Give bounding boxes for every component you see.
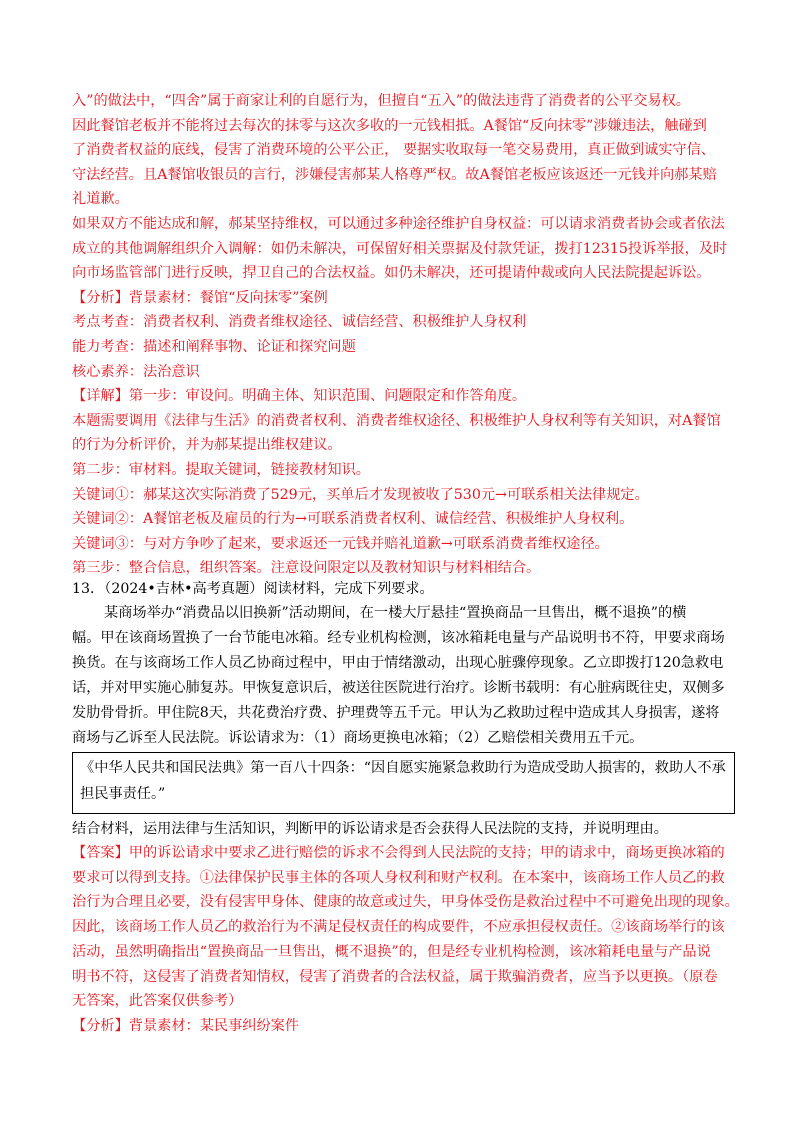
answer-line-1: 入”的做法中，“四舍”属于商家让利的自愿行为，但擅自“五入”的做法违背了消费者的公平交易权。 xyxy=(72,93,690,109)
answer-13-line-4: 因此，该商场工作人员乙的救治行为不满足侵权责任的构成要件，不应承担侵权责任。②该商场举行的该 xyxy=(72,919,725,936)
material-line-3: 换货。在与该商场工作人员乙协商过程中，甲由于情绪激动，出现心脏骤停现象。乙立即拨打120急救电 xyxy=(72,655,724,671)
material-line-2: 幅。甲在该商场置换了一台节能电冰箱。经专业机构检测，该冰箱耗电量与产品说明书不符，甲要求商场 xyxy=(72,630,725,646)
answer-line-3: 了消费者权益的底线，侵害了消费环境的公平公正， 要据实收取每一笔交易费用，真正做到诚实守信、 xyxy=(72,142,715,159)
answer-line-6: 如果双方不能达成和解，郝某坚持维权，可以通过多种途径维护自身权益：可以请求消费者协会或者依法 xyxy=(72,216,725,232)
answer-13-line-2: 要求可以得到支持。①法律保护民事主体的各项人身权利和财产权利。在本案中，该商场工作人员乙的救 xyxy=(72,869,725,886)
analysis-heading: 【分析】背景素材：餐馆“反向抹零”案例 xyxy=(72,289,328,306)
analysis-line-1: 考点考查：消费者权利、消费者维权途径、诚信经营、积极维护人身权利 xyxy=(72,314,527,331)
material-line-6: 商场与乙诉至人民法院。诉讼请求为：（1）商场更换电冰箱；（2）乙赔偿相关费用五千元。 xyxy=(72,730,644,746)
answer-13-line-7: 无答案，此答案仅供参考） xyxy=(72,993,243,1010)
quote-line-2: 担民事责任。” xyxy=(80,786,166,802)
material-line-4: 话，并对甲实施心肺复苏。甲恢复意识后，被送往医院进行治疗。诊断书载明：有心脏病既往史，双侧多 xyxy=(72,680,725,696)
keyword-3: 关键词③：与对方争吵了起来，要求返还一元钱并赔礼道歉→可联系消费者维权途径。 xyxy=(72,535,609,552)
answer-13-line-3: 治行为合理且必要，没有侵害甲身体、健康的故意或过失，甲身体受伤是救治过程中不可避免出现的现象。 xyxy=(72,894,739,911)
detail-step-3: 第三步：整合信息，组织答案。注意设问限定以及教材知识与材料相结合。 xyxy=(72,560,541,577)
analysis-13-heading: 【分析】背景素材：某民事纠纷案件 xyxy=(72,1017,300,1034)
quote-line-1: 《中华人民共和国民法典》第一百八十四条：“因自愿实施紧急救助行为造成受助人损害的，救助人不承 xyxy=(80,760,726,776)
question-13-heading: 13．（2024•吉林•高考真题）阅读材料，完成下列要求。 xyxy=(72,581,434,597)
answer-line-8: 向市场监管部门进行反映，捍卫自己的合法权益。如仍未解决，还可提请仲裁或向人民法院提起诉讼。 xyxy=(72,265,711,282)
material-line-1: 某商场举办“消费品以旧换新”活动期间，在一楼大厅悬挂“置换商品一旦售出，概不退换”的横 xyxy=(104,605,687,621)
keyword-1: 关键词①：郝某这次实际消费了529元，买单后才发现被收了530元→可联系相关法律规定。 xyxy=(72,486,649,503)
keyword-2: 关键词②：A餐馆老板及雇员的行为→可联系消费者权利、诚信经营、积极维护人身权利。 xyxy=(72,511,634,528)
answer-13-line-5: 活动，虽然明确指出“置换商品一旦售出，概不退换”的，但是经专业机构检测，该冰箱耗电量与产品说 xyxy=(72,943,711,960)
detail-heading: 【详解】第一步：审设问。明确主体、知识范围、问题限定和作答角度。 xyxy=(72,388,527,405)
answer-line-7: 成立的其他调解组织介入调解：如仍未解决，可保留好相关票据及付款凭证，拨打12315投诉举报，及时 xyxy=(72,240,728,257)
detail-line-2: 的行为分析评价，并为郝某提出维权建议。 xyxy=(72,437,342,454)
answer-line-5: 礼道歉。 xyxy=(72,191,129,208)
answer-13-line-6: 明书不符，这侵害了消费者知情权，侵害了消费者的合法权益，属于欺骗消费者，应当予以更换。（原卷 xyxy=(72,968,718,985)
answer-13-line-1: 【答案】甲的诉讼请求中要求乙进行赔偿的诉求不会得到人民法院的支持；甲的请求中，商场更换冰箱的 xyxy=(72,845,725,861)
material-line-5: 发肋骨骨折。甲住院8天，共花费治疗费、护理费等五千元。甲认为乙救助过程中造成其人身损害，遂将 xyxy=(72,705,720,721)
question-prompt: 结合材料，运用法律与生活知识，判断甲的诉讼请求是否会获得人民法院的支持，并说明理由。 xyxy=(72,821,668,837)
detail-line-3: 第二步：审材料。提取关键词，链接教材知识。 xyxy=(72,462,370,478)
answer-line-4: 守法经营。且A餐馆收银员的言行，涉嫌侵害郝某人格尊严权。故A餐馆老板应该返还一元钱并向郝某赔 xyxy=(72,166,717,183)
detail-line-1: 本题需要调用《法律与生活》的消费者权利、消费者维权途径、积极维护人身权利等有关知识，对A餐馆 xyxy=(72,412,721,429)
analysis-line-3: 核心素养：法治意识 xyxy=(72,363,200,380)
answer-line-2: 因此餐馆老板并不能将过去每次的抹零与这次多收的一元钱相抵。A餐馆“反向抹零”涉嫌违法，触碰到 xyxy=(72,117,707,134)
analysis-line-2: 能力考查：描述和阐释事物、论证和探究问题 xyxy=(72,339,356,355)
